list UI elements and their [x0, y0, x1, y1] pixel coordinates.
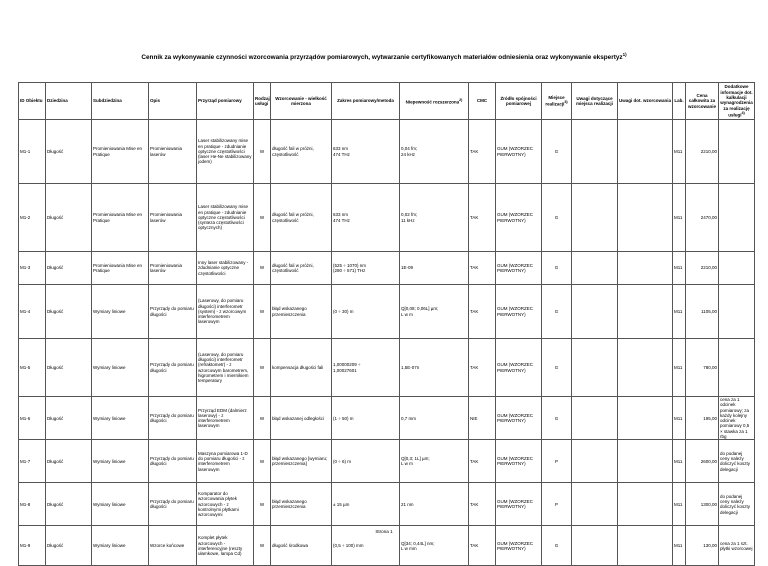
- cell-subdziedzina: Wymiary liniowe: [92, 440, 149, 483]
- header-dziedzina: Dziedzina: [46, 83, 92, 120]
- cell-przyrzad: (Laserowy, do pomiaru długości) interferometr (system) - z wzorcowym interferometrem laserowym: [197, 285, 254, 339]
- cell-cena: 2210,00: [686, 120, 719, 184]
- cell-subdziedzina: Promieniowania Mise en Pratique: [92, 184, 149, 252]
- cell-lab: M11: [673, 483, 686, 526]
- cell-zrodlo: GUM (WZORZEC PIERWOTNY): [496, 120, 542, 184]
- cell-subdziedzina: Wymiary liniowe: [92, 397, 149, 440]
- cell-uwagi-miejsce: [572, 120, 618, 184]
- cell-uwagi-miejsce: [572, 285, 618, 339]
- cell-uwagi-wzorcowania: [618, 120, 673, 184]
- cell-dziedzina: Długość: [46, 440, 92, 483]
- cell-uwagi-miejsce: [572, 339, 618, 397]
- cell-zakres: (525 ÷ 1070) nm (280 ÷ 571) THz: [332, 252, 400, 285]
- cell-zrodlo: GUM (WZORZEC PIERWOTNY): [496, 184, 542, 252]
- cell-wielkosc: długość fali w próżni, częstotliwość: [271, 120, 332, 184]
- header-przyrzad: Przyrząd pomiarowy: [197, 83, 254, 120]
- header-zakres: Zakres pomiarowy/metoda: [332, 83, 400, 120]
- cell-miejsce: G: [542, 120, 572, 184]
- cell-opis: Przyrządy do pomiaru długości: [149, 285, 197, 339]
- cell-dziedzina: Długość: [46, 252, 92, 285]
- cell-wielkosc: błąd wskazanej odległości: [271, 397, 332, 440]
- cell-rodzaj-uslugi: W: [254, 397, 271, 440]
- header-subdziedzina: Subdziedzina: [92, 83, 149, 120]
- cell-dziedzina: Długość: [46, 120, 92, 184]
- header-lab: Lab.: [673, 83, 686, 120]
- cell-id: M1-2: [19, 184, 46, 252]
- cell-rodzaj-uslugi: W: [254, 184, 271, 252]
- cell-uwagi-wzorcowania: [618, 252, 673, 285]
- table-row: [19, 483, 755, 526]
- cell-cena: 780,00: [686, 339, 719, 397]
- cell-niepewnosc: 1,5E-07n: [400, 339, 469, 397]
- cell-cena: 2470,00: [686, 184, 719, 252]
- cell-przyrzad: Maszyna pomiarowa 1-D do pomiaru długości - z interferometrem laserowym: [197, 440, 254, 483]
- cell-rodzaj-uslugi: W: [254, 120, 271, 184]
- table-row: [19, 339, 755, 397]
- cell-uwagi-miejsce: [572, 252, 618, 285]
- cell-subdziedzina: Wymiary liniowe: [92, 526, 149, 566]
- cell-id: M1-3: [19, 252, 46, 285]
- cell-niepewnosc: 0,7 mm: [400, 397, 469, 440]
- cell-dodatkowe: cena za 1 szt. płytki wzorcowej: [719, 526, 755, 566]
- header-zrodlo: Źródło spójności pomiarowej: [496, 83, 542, 120]
- header-opis: Opis: [149, 83, 197, 120]
- cell-uwagi-wzorcowania: [618, 397, 673, 440]
- cell-niepewnosc: Q[0,3; 1L] µm; L w m: [400, 440, 469, 483]
- cell-dodatkowe: [719, 184, 755, 252]
- cell-cena: 2210,00: [686, 252, 719, 285]
- cell-przyrzad: Przyrząd EDM (dalmierz laserowy) - z interferometrem laserowym: [197, 397, 254, 440]
- cell-wielkosc: długość środkowa: [271, 526, 332, 566]
- cell-zrodlo: GUM (WZORZEC PIERWOTNY): [496, 397, 542, 440]
- cell-dziedzina: Długość: [46, 397, 92, 440]
- cell-miejsce: G: [542, 252, 572, 285]
- cell-miejsce: P: [542, 440, 572, 483]
- cell-dziedzina: Długość: [46, 483, 92, 526]
- page-footer: Strona 1: [375, 529, 393, 534]
- cell-zakres: (0,5 ÷ 100) mm: [332, 526, 400, 566]
- cell-cena: 1300,00: [686, 483, 719, 526]
- table-row: [19, 184, 755, 252]
- cell-niepewnosc: 1E-09: [400, 252, 469, 285]
- cell-opis: Przyrządy do pomiaru długości: [149, 397, 197, 440]
- price-table: [18, 82, 755, 566]
- cell-rodzaj-uslugi: W: [254, 440, 271, 483]
- cell-subdziedzina: Promieniowania Mise en Pratique: [92, 252, 149, 285]
- cell-niepewnosc: Q[0,08; 0,06L] µm; L w m: [400, 285, 469, 339]
- cell-dodatkowe: [719, 120, 755, 184]
- cell-cmc: TAK: [469, 483, 496, 526]
- header-wielkosc: Wzorcowanie - wielkość mierzona: [271, 83, 332, 120]
- cell-zakres: ± 15 µm: [332, 483, 400, 526]
- header-miejsce: Miejsce realizacji$^{3)}$: [542, 83, 572, 120]
- cell-id: M1-8: [19, 483, 46, 526]
- cell-uwagi-miejsce: [572, 483, 618, 526]
- header-rodzaj-uslugi: Rodzaj usługi: [254, 83, 271, 120]
- cell-dodatkowe: do podanej ceny należy doliczyć koszty delegacji: [719, 440, 755, 483]
- cell-uwagi-miejsce: [572, 397, 618, 440]
- cell-cena: 2600,00: [686, 440, 719, 483]
- cell-zrodlo: GUM (WZORZEC PIERWOTNY): [496, 285, 542, 339]
- cell-subdziedzina: Wymiary liniowe: [92, 483, 149, 526]
- cell-przyrzad: Komparator do wzorcowania płytek wzorcowych - z kontrolnymi płytkami wzorcowymi: [197, 483, 254, 526]
- cell-zrodlo: GUM (WZORZEC PIERWOTNY): [496, 339, 542, 397]
- cell-cmc: TAK: [469, 339, 496, 397]
- cell-dodatkowe: [719, 339, 755, 397]
- cell-cmc: TAK: [469, 252, 496, 285]
- cell-cena: 195,00: [686, 397, 719, 440]
- cell-subdziedzina: Promieniowania Mise en Pratique: [92, 120, 149, 184]
- cell-uwagi-miejsce: [572, 440, 618, 483]
- table-row: [19, 252, 755, 285]
- cell-id: M1-7: [19, 440, 46, 483]
- cell-uwagi-wzorcowania: [618, 440, 673, 483]
- cell-zakres: 633 nm 474 THz: [332, 120, 400, 184]
- cell-przyrzad: (Laserowy, do pomiaru długości) interferometr (refraktometr) - z wzorcowym barometrem, higrometrem i miernikiem temperatury: [197, 339, 254, 397]
- cell-miejsce: G: [542, 526, 572, 566]
- cell-zakres: (0 ÷ 30) m: [332, 285, 400, 339]
- cell-opis: Przyrządy do pomiaru długości: [149, 483, 197, 526]
- table-row: [19, 397, 755, 440]
- cell-miejsce: P: [542, 483, 572, 526]
- cell-uwagi-wzorcowania: [618, 339, 673, 397]
- cell-rodzaj-uslugi: W: [254, 252, 271, 285]
- cell-lab: M11: [673, 440, 686, 483]
- cell-niepewnosc: Q[34; 0,44L] nm; L w mm: [400, 526, 469, 566]
- cell-cmc: TAK: [469, 184, 496, 252]
- cell-cmc: TAK: [469, 120, 496, 184]
- cell-rodzaj-uslugi: W: [254, 483, 271, 526]
- cell-opis: Promieniowania laserów: [149, 120, 197, 184]
- cell-dodatkowe: [719, 252, 755, 285]
- cell-miejsce: G: [542, 397, 572, 440]
- cell-zrodlo: GUM (WZORZEC PIERWOTNY): [496, 440, 542, 483]
- header-uwagi-wzorcowania: Uwagi dot. wzorcowania: [618, 83, 673, 120]
- cell-przyrzad: Inny laser stabilizowany - zdudnianie optyczne częstotliwości: [197, 252, 254, 285]
- cell-przyrzad: Laser stabilizowany mise en pratique - zdudnianie optyczne częstotliwości (laser He-Ne stabilizowany jodem): [197, 120, 254, 184]
- cell-cmc: NIE: [469, 397, 496, 440]
- cell-zrodlo: GUM (WZORZEC PIERWOTNY): [496, 252, 542, 285]
- table-row: [19, 440, 755, 483]
- cell-dodatkowe: [719, 285, 755, 339]
- cell-niepewnosc: 21 nm: [400, 483, 469, 526]
- cell-zrodlo: GUM (WZORZEC PIERWOTNY): [496, 483, 542, 526]
- cell-subdziedzina: Wymiary liniowe: [92, 339, 149, 397]
- cell-zakres: (0 ÷ 6) m: [332, 440, 400, 483]
- cell-lab: M11: [673, 339, 686, 397]
- cell-wielkosc: długość fali w próżni, częstotliwość: [271, 252, 332, 285]
- cell-lab: M11: [673, 285, 686, 339]
- cell-dziedzina: Długość: [46, 184, 92, 252]
- cell-id: M1-9: [19, 526, 46, 566]
- cell-wielkosc: błąd wskazanego przemieszczenia: [271, 285, 332, 339]
- cell-przyrzad: Komplet płytek wzorcowych - interferencyjne (reszty ułamkowe, lampa Cd): [197, 526, 254, 566]
- cell-id: M1-5: [19, 339, 46, 397]
- cell-uwagi-wzorcowania: [618, 285, 673, 339]
- cell-subdziedzina: Wymiary liniowe: [92, 285, 149, 339]
- cell-uwagi-wzorcowania: [618, 184, 673, 252]
- cell-lab: M11: [673, 252, 686, 285]
- cell-zakres: (1 ÷ 50) m: [332, 397, 400, 440]
- cell-dodatkowe: do podanej ceny należy doliczyć koszty delegacji: [719, 483, 755, 526]
- header-dodatkowe: Dodatkowe informacje dot. kalkulacji wynagrodzenia za realizację usługi$^{4)}$: [719, 83, 755, 120]
- cell-opis: Przyrządy do pomiaru długości: [149, 339, 197, 397]
- cell-dodatkowe: cena za 1 odcinek pomiarowy; za każdy kolejny odcinek pomiarowy 0,5 × stawka za 1 rbg: [719, 397, 755, 440]
- cell-id: M1-1: [19, 120, 46, 184]
- cell-dziedzina: Długość: [46, 339, 92, 397]
- cell-niepewnosc: 0,02 fm; 11 kHz: [400, 184, 469, 252]
- cell-dziedzina: Długość: [46, 285, 92, 339]
- cell-id: M1-6: [19, 397, 46, 440]
- cell-lab: M11: [673, 397, 686, 440]
- cell-lab: M11: [673, 184, 686, 252]
- cell-zrodlo: GUM (WZORZEC PIERWOTNY): [496, 526, 542, 566]
- cell-wielkosc: błąd wskazanego przemieszczenia: [271, 483, 332, 526]
- cell-miejsce: G: [542, 339, 572, 397]
- cell-lab: M11: [673, 526, 686, 566]
- cell-miejsce: G: [542, 184, 572, 252]
- cell-przyrzad: Laser stabilizowany mise en pratique - zdudnianie optyczne częstotliwości (synteza częstotliwości optycznych): [197, 184, 254, 252]
- cell-uwagi-wzorcowania: [618, 483, 673, 526]
- cell-wielkosc: długość fali w próżni, częstotliwość: [271, 184, 332, 252]
- cell-cmc: TAK: [469, 526, 496, 566]
- header-niepewnosc: Niepewność rozszerzona$^{2)}$: [400, 83, 469, 120]
- cell-wielkosc: kompensacja długości fali: [271, 339, 332, 397]
- cell-lab: M11: [673, 120, 686, 184]
- cell-rodzaj-uslugi: W: [254, 526, 271, 566]
- header-id: ID Obiektu: [19, 83, 46, 120]
- table-header-row: [19, 83, 755, 120]
- cell-zakres: 633 nm 474 THz: [332, 184, 400, 252]
- cell-zakres: 1,00000209 ÷ 1,00027601: [332, 339, 400, 397]
- cell-id: M1-4: [19, 285, 46, 339]
- header-uwagi-miejsce: Uwagi dotyczące miejsca realizacji: [572, 83, 618, 120]
- cell-cena: 130,00: [686, 526, 719, 566]
- cell-uwagi-miejsce: [572, 184, 618, 252]
- cell-rodzaj-uslugi: W: [254, 285, 271, 339]
- table-row: [19, 120, 755, 184]
- cell-miejsce: G: [542, 285, 572, 339]
- cell-cena: 1105,00: [686, 285, 719, 339]
- cell-niepewnosc: 0,04 fm; 24 kHz: [400, 120, 469, 184]
- cell-wielkosc: błąd wskazanego [wymiaru; przemieszczenia]: [271, 440, 332, 483]
- header-cena: Cena całkowita za wzorcowanie: [686, 83, 719, 120]
- page-title: Cennik za wykonywanie czynności wzorcowania przyrządów pomiarowych, wytwarzanie certyfikowanych materiałów odniesienia oraz wykonywanie ekspertyz$^{1)}$: [141, 52, 627, 62]
- cell-cmc: TAK: [469, 440, 496, 483]
- cell-opis: Promieniowania laserów: [149, 252, 197, 285]
- cell-rodzaj-uslugi: W: [254, 339, 271, 397]
- cell-opis: Przyrządy do pomiaru długości: [149, 440, 197, 483]
- cell-cmc: TAK: [469, 285, 496, 339]
- cell-opis: Wzorce końcowe: [149, 526, 197, 566]
- header-cmc: CMC: [469, 83, 496, 120]
- table-row: [19, 285, 755, 339]
- cell-opis: Promieniowania laserów: [149, 184, 197, 252]
- cell-dziedzina: Długość: [46, 526, 92, 566]
